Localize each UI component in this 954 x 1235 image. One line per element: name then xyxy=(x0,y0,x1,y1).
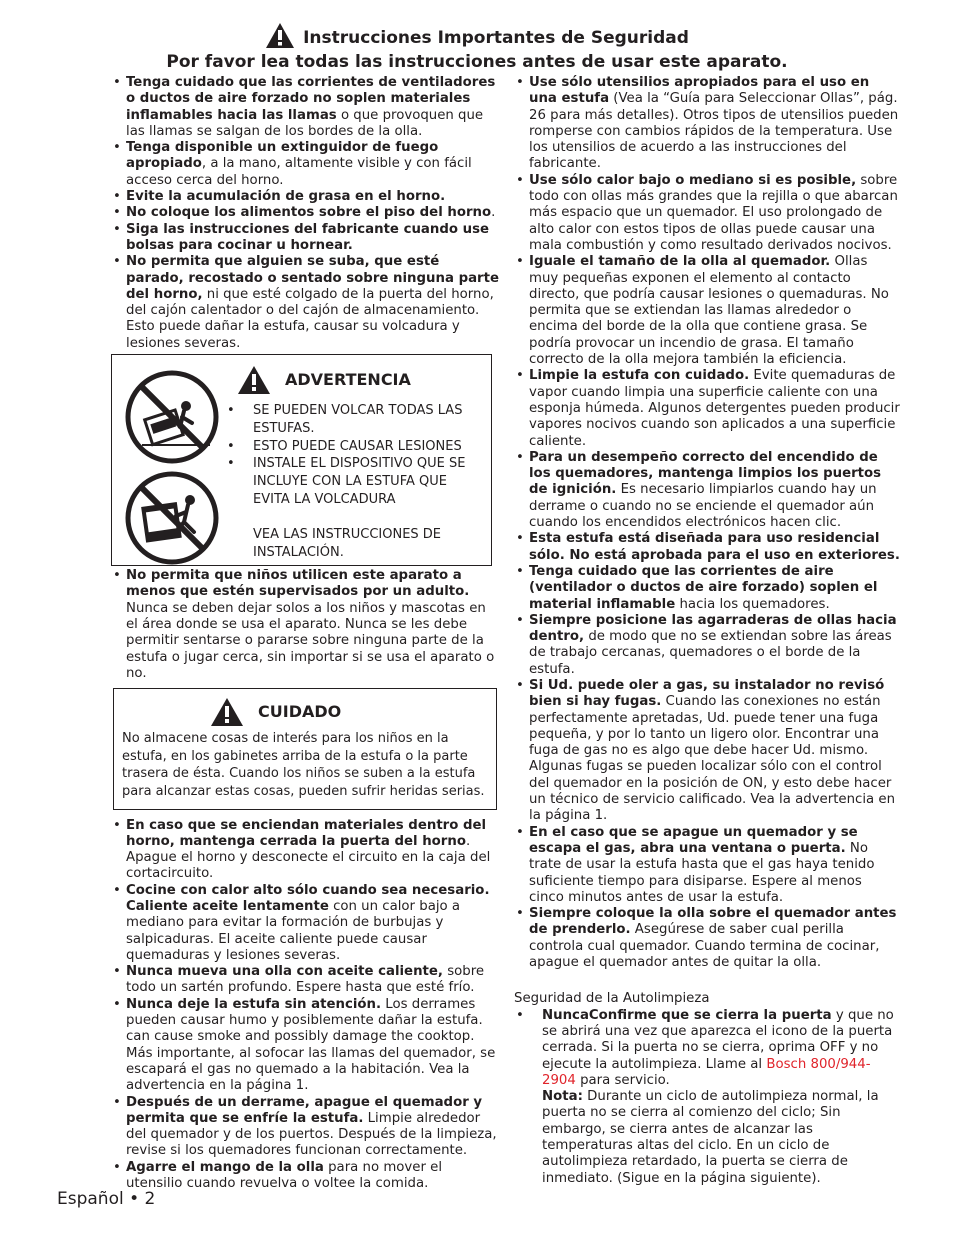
list-item: • INSTALE EL DISPOSITIVO QUE SE INCLUYE CON LA ESTUFA QUE EVITA LA VOLCADURA xyxy=(224,455,486,508)
list-item: • Siempre coloque la olla sobre el quemador antes de prenderlo. Asegúrese de saber cual perilla controla cual quemador. Cuando termina de cocinar, apague el quemador antes de quitar la olla. xyxy=(514,906,900,971)
list-item: • Evite la acumulación de grasa en el horno. xyxy=(111,189,501,205)
list-item: • No coloque los alimentos sobre el piso del horno. xyxy=(111,205,501,221)
list-item: • Nunca mueva una olla con aceite caliente, sobre todo un sartén profundo. Espere hasta que esté frío. xyxy=(111,964,501,997)
page-number: Español • 2 xyxy=(57,1189,156,1209)
page-title-line xyxy=(0,22,954,51)
left-column xyxy=(111,75,501,1192)
list-item: • Iguale el tamaño de la olla al quemador. Ollas muy pequeñas exponen el elemento al contacto directo, que podría causar lesiones o quemaduras. No permita que se extiendan las llamas alrededor o encima del borde de la olla que contiene grasa. Se podría provocar un incendio de grasa. El tamaño correcto de la olla mejora también la eficiencia. xyxy=(514,254,900,368)
caution-box xyxy=(113,688,497,809)
page-subtitle: Por favor lea todas las instrucciones antes de usar este aparato. xyxy=(166,52,788,72)
list-item: • Siga las instrucciones del fabricante cuando use bolsas para cocinar u hornear. xyxy=(111,222,501,255)
list-item: • Cocine con calor alto sólo cuando sea necesario. Caliente aceite lentamente con un calor bajo a mediano para evitar la formación de burbujas y salpicaduras. El aceite caliente puede causar quemaduras y lesiones severas. xyxy=(111,883,501,964)
list-item: • NuncaConfirme que se cierra la puerta y que no se abrirá una vez que aparezca el icono de la puerta cerrada. Si la puerta no se cierra, oprima OFF y no ejecute la autolimpieza. Llame al Bosch 800/944-2904 para servicio. Nota: Durante un ciclo de autolimpieza normal, la puerta no se cierra al comienzo del ciclo; Sin embargo, se cierra antes de alcanzar las temperaturas altas del ciclo. En un ciclo de autolimpieza retardado, la puerta se cierra de inmediato. (Sigue en la página siguiente). xyxy=(514,1008,900,1187)
self-clean-heading: Seguridad de la Autolimpieza xyxy=(514,991,710,1007)
list-item: • Si Ud. puede oler a gas, su instalador no revisó bien si hay fugas. Cuando las conexiones no están perfectamente apretadas, Ud. puede tener una fuga pequeña, y por lo tanto un ligero olor. Encontrar una fuga de gas no es algo que debe hacer Ud. mismo. Algunas fugas se pueden localizar sólo con el control del quemador en la posición de ON, y esto debe hacer un técnico de servicio calificado. Vea la advertencia en la página 1. xyxy=(514,678,900,825)
list-item: • Tenga cuidado que las corrientes de aire (ventilador o ductos de aire forzado) soplen el material inflamable hacia los quemadores. xyxy=(514,564,900,613)
list-item: • Para un desempeño correcto del encendido de los quemadores, mantenga limpios los puertos de ignición. Es necesario limpiarlos cuando hay un derrame o cuando no se enciende el quemador aún cuando los encendidos electrónicos hacen clic. xyxy=(514,450,900,531)
caution-text: No almacene cosas de interés para los niños en la estufa, en los gabinetes arriba de la estufa o la parte trasera de ésta. Cuando los niños se suben a la estufa para alcanzar estas cosas, pueden sufrir heridas serias. xyxy=(122,731,485,799)
list-item: • Use sólo calor bajo o mediano si es posible, sobre todo con ollas más grandes que la rejilla o que abarcan más espacio que un quemador. El uso prolongado de alto calor con estos tipos de ollas puede causar una mala combustión y como resultado derivados nocivos. xyxy=(514,173,900,254)
page-title: Instrucciones Importantes de Seguridad xyxy=(303,28,689,48)
warning-list xyxy=(224,402,486,509)
list-item: • Esta estufa está diseñada para uso residencial sólo. No está aprobada para el uso en exteriores. xyxy=(514,531,900,564)
list-item: • No permita que niños utilicen este aparato a menos que estén supervisados por un adulto. Nunca se deben dejar solos a los niños y mascotas en el área donde se usa el aparato. Nunca se les debe permitir sentarse o pararse sobre ninguna parte de la estufa o jugar cerca, sin importar si se usa el aparato o no. xyxy=(111,568,501,682)
caution-title: CUIDADO xyxy=(210,697,496,727)
list-item: • No permita que alguien se suba, que esté parado, recostado o sentado sobre ninguna parte del horno, ni que esté colgado de la puerta del horno, del cajón calentador o del cajón de almacenamiento. Esto puede dañar la estufa, causar su volcadura y lesiones severas. xyxy=(111,254,501,352)
list-item: • Siempre posicione las agarraderas de ollas hacia dentro, de modo que no se extiendan sobre las áreas de trabajo cercanas, quemadores o el borde de la estufa. xyxy=(514,613,900,678)
page-header xyxy=(0,22,954,73)
no-climbing-oven-door-icon xyxy=(124,470,220,566)
warning-see-instructions: VEA LAS INSTRUCCIONES DE INSTALACIÓN. xyxy=(253,527,442,560)
list-item: • Tenga cuidado que las corrientes de ventiladores o ductos de aire forzado no soplen materiales inflamables hacia las llamas o que provoquen que las llamas se salgan de los bordes de la olla. xyxy=(111,75,501,140)
list-item: • Después de un derrame, apague el quemador y permita que se enfríe la estufa. Limpie alrededor del quemador y de los puertos. Después de la limpieza, revise si los quemadores funcionan correctamente. xyxy=(111,1095,501,1160)
list-item: • En el caso que se apague un quemador y se escapa el gas, abra una ventana o puerta. No trate de usar la estufa hasta que el gas haya tenido suficiente tiempo para disiparse. Espere al menos cinco minutos antes de usar la estufa. xyxy=(514,825,900,906)
list-item: • Use sólo utensilios apropiados para el uso en una estufa (Vea la “Guía para Seleccionar Ollas”, pág. 26 para más detalles). Otros tipos de utensilios pueden romperse con cambios rápidos de la temperatura. Use los utensilios de acuerdo a las instrucciones del fabricante. xyxy=(514,75,900,173)
service-phone-link[interactable]: Bosch 800/944-2904 xyxy=(542,1056,871,1088)
warning-triangle-icon xyxy=(237,365,271,395)
list-item: • SE PUEDEN VOLCAR TODAS LAS ESTUFAS. xyxy=(224,402,486,438)
list-item: • Tenga disponible un extinguidor de fuego apropiado, a la mano, altamente visible y con fácil acceso cerca del horno. xyxy=(111,140,501,189)
list-item: • Limpie la estufa con cuidado. Evite quemaduras de vapor cuando limpia una superficie caliente con una esponja húmeda. Algunos detergentes pueden producir vapores nocivos cuando son aplicados a una superficie caliente. xyxy=(514,368,900,449)
warning-triangle-icon xyxy=(210,697,244,727)
warning-title: ADVERTENCIA xyxy=(237,365,411,395)
list-item: • Nunca deje la estufa sin atención. Los derrames pueden causar humo y posiblemente dañar la estufa. can cause smoke and possibly damage the cooktop. Más importante, al sofocar las llamas del quemador, se escapará el gas no quemado a la habitación. Vea la advertencia en la página 1. xyxy=(111,997,501,1095)
right-column xyxy=(514,75,900,1187)
warning-triangle-icon xyxy=(265,22,295,49)
no-climbing-oven-tip-icon xyxy=(124,369,220,465)
warning-box xyxy=(111,354,492,566)
list-item: • Agarre el mango de la olla para no mover el utensilio cuando revuelva o voltee la comida. xyxy=(111,1160,501,1193)
list-item: • En caso que se enciendan materiales dentro del horno, mantenga cerrada la puerta del horno. Apague el horno y desconecte el circuito en la caja del cortacircuito. xyxy=(111,818,501,883)
list-item: • ESTO PUEDE CAUSAR LESIONES xyxy=(224,438,486,456)
